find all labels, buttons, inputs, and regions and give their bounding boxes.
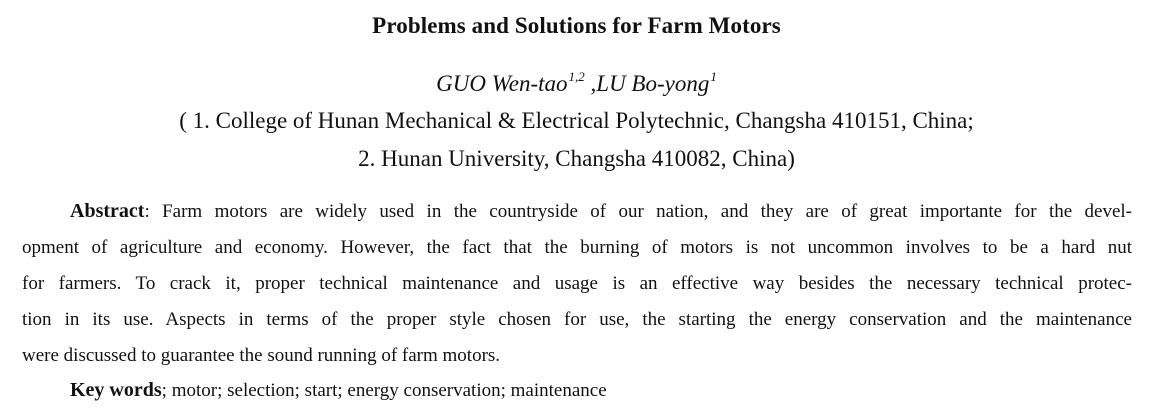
abstract-label: Abstract [70,200,145,222]
author-2-affiliation-marks: 1 [710,69,717,84]
abstract-block [22,193,1132,374]
keywords-label: Key words [70,379,162,401]
abstract-line-3: for farmers. To crack it, proper technical maintenance and usage is an effective way besides the necessary technical protec- [22,273,1132,294]
keywords-line [70,374,607,407]
abstract-text-1: Farm motors are widely used in the countryside of our nation, and they are of great importante for the devel- [162,201,1133,222]
keywords-text: motor; selection; start; energy conservation; maintenance [171,380,607,401]
author-1-affiliation-marks: 1,2 [568,69,585,84]
abstract-line-4: tion in its use. Aspects in terms of the proper style chosen for use, the starting the energy conservation and the maintenance [22,309,1132,330]
author-2-name: LU Bo-yong [596,71,710,96]
paper-title: Problems and Solutions for Farm Motors [372,13,781,38]
keywords-separator: ; [161,380,172,401]
author-line [0,61,1153,100]
abstract-label-separator: : [144,201,163,222]
author-1-name: GUO Wen-tao [436,71,568,96]
author-separator: , [584,71,597,96]
affiliation-2: 2. Hunan University, Changsha 410082, China) [358,146,795,171]
abstract-line-5: were discussed to guarantee the sound running of farm motors. [22,345,501,366]
abstract-line-1 [22,193,1132,230]
abstract-line-2: opment of agriculture and economy. However, the fact that the burning of motors is not uncommon involves to be a hard nut [22,237,1132,258]
affiliation-1: ( 1. College of Hunan Mechanical & Electrical Polytechnic, Changsha 410151, China; [179,108,974,133]
